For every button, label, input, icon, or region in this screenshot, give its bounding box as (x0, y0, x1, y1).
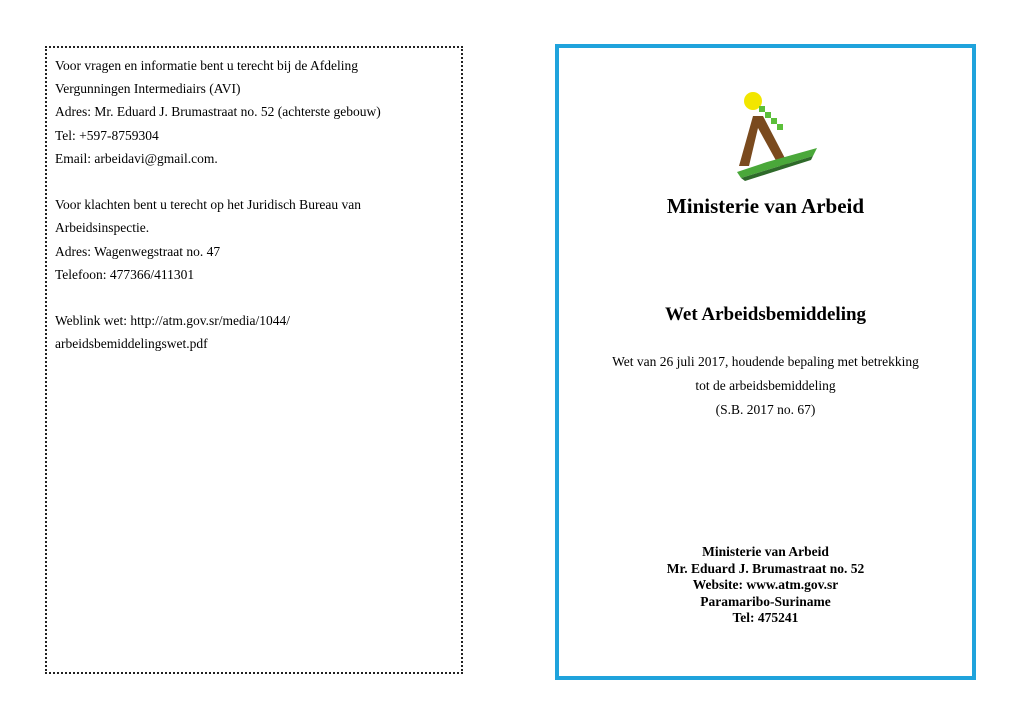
complaints-line: Voor klachten bent u terecht op het Juridisch Bureau van (55, 197, 362, 213)
logo-step (765, 112, 771, 118)
paragraph-spacer (55, 170, 453, 193)
complaints-address: Adres: Wagenwegstraat no. 47 (55, 243, 221, 259)
paragraph-spacer (55, 286, 453, 309)
contact-phone: Tel: +597-8759304 (55, 127, 159, 143)
footer-address: Mr. Eduard J. Brumastraat no. 52 (666, 560, 865, 576)
ministry-footer (559, 544, 972, 627)
contact-address: Adres: Mr. Eduard J. Brumastraat no. 52 (achterste gebouw) (55, 104, 381, 120)
footer-tel: Tel: 475241 (732, 610, 799, 625)
contact-email: Email: arbeidavi@gmail.com. (55, 150, 218, 166)
complaints-phone: Telefoon: 477366/411301 (55, 266, 195, 282)
footer-city: Paramaribo-Suriname (700, 593, 831, 609)
footer-org: Ministerie van Arbeid (702, 544, 829, 559)
law-reference: (S.B. 2017 no. 67) (715, 402, 816, 417)
law-description-line: Wet van 26 juli 2017, houdende bepaling met betrekking (612, 354, 919, 369)
logo-step (771, 118, 777, 124)
footer-website: Website: www.atm.gov.sr (692, 577, 839, 592)
ministry-logo-icon (727, 86, 819, 182)
complaints-line: Arbeidsinspectie. (55, 220, 150, 236)
weblink-line: arbeidsbemiddelingswet.pdf (55, 336, 208, 352)
contact-info-panel (45, 46, 463, 674)
ministry-title: Ministerie van Arbeid (666, 194, 865, 218)
contact-line: Voor vragen en informatie bent u terecht bij de Afdeling (55, 58, 359, 73)
contact-line: Vergunningen Intermediairs (AVI) (55, 81, 241, 97)
law-description-line: tot de arbeidsbemiddeling (695, 378, 836, 393)
logo-step (759, 106, 765, 112)
law-description (559, 350, 972, 422)
law-title: Wet Arbeidsbemiddeling (664, 304, 867, 325)
cover-panel (555, 44, 976, 680)
weblink-line: Weblink wet: http://atm.gov.sr/media/1044/ (55, 313, 291, 329)
logo-step (777, 124, 783, 130)
